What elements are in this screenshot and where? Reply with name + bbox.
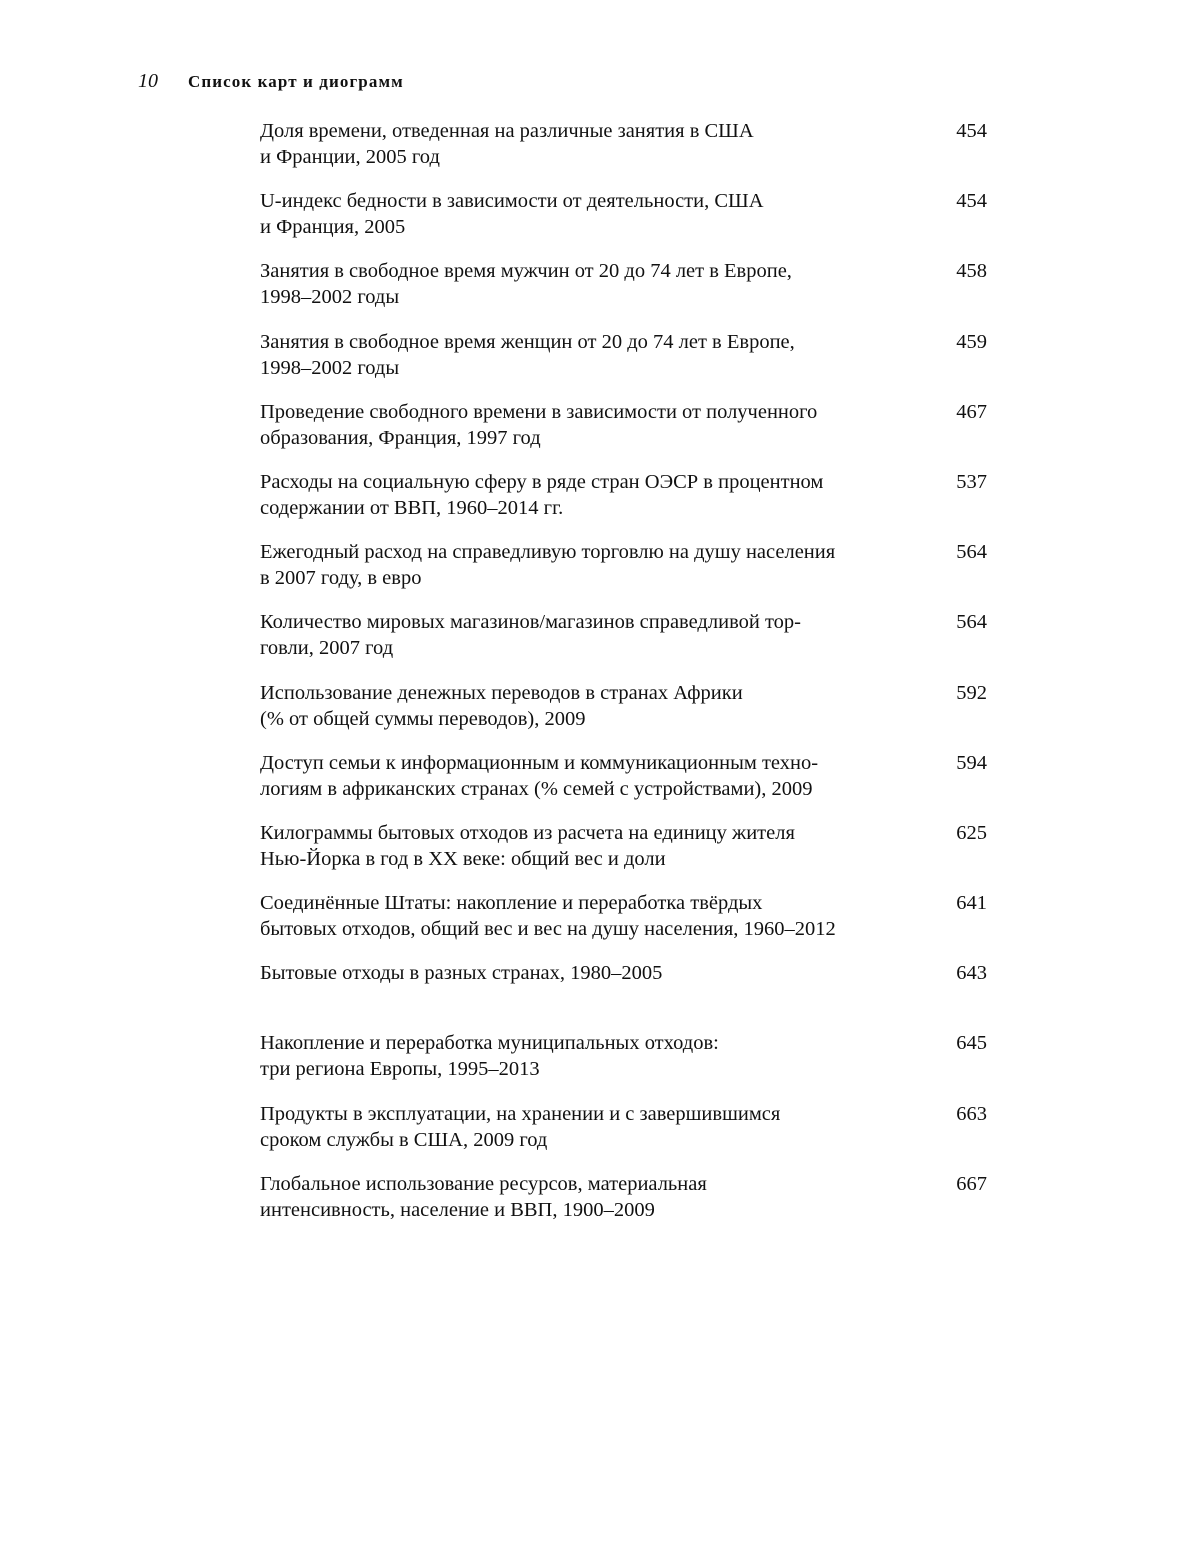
toc-list xyxy=(260,118,987,1241)
toc-entry-page: 458 xyxy=(956,260,987,283)
toc-entry-title: Доля времени, отведенная на различные занятия в США и Франции, 2005 год xyxy=(260,120,754,168)
toc-entry[interactable] xyxy=(260,399,987,469)
toc-entry[interactable] xyxy=(260,539,987,609)
toc-entry-title: Глобальное использование ресурсов, материальная интенсивность, население и ВВП, 1900–2009 xyxy=(260,1172,707,1221)
toc-entry[interactable] xyxy=(260,188,987,258)
toc-entry[interactable] xyxy=(260,329,987,399)
toc-entry-page: 454 xyxy=(956,190,987,213)
toc-entry[interactable] xyxy=(260,118,987,188)
toc-entry-page: 641 xyxy=(956,892,987,915)
toc-entry-title: Соединённые Штаты: накопление и переработка твёрдых бытовых отходов, общий вес и вес на душу населения, 1960–2012 xyxy=(260,892,836,941)
toc-entry[interactable] xyxy=(260,1030,987,1100)
toc-entry-page: 459 xyxy=(956,330,987,353)
toc-entry-page: 645 xyxy=(956,1032,987,1055)
toc-entry[interactable] xyxy=(260,820,987,890)
toc-entry-title: Продукты в эксплуатации, на хранении и с завершившимся сроком службы в США, 2009 год xyxy=(260,1102,781,1151)
toc-entry-page: 592 xyxy=(956,681,987,704)
toc-entry[interactable] xyxy=(260,469,987,539)
toc-entry-title: Использование денежных переводов в странах Африки (% от общей суммы переводов), 2009 xyxy=(260,681,743,730)
toc-entry-title: Доступ семьи к информационным и коммуникационным техно- логиям в африканских странах (% семей с устройствами), 2009 xyxy=(260,751,819,800)
toc-entry[interactable] xyxy=(260,680,987,750)
toc-entry[interactable] xyxy=(260,1171,987,1241)
toc-entry[interactable] xyxy=(260,609,987,679)
toc-entry-title: Количество мировых магазинов/магазинов справедливой тор- говли, 2007 год xyxy=(260,611,801,660)
toc-entry[interactable] xyxy=(260,890,987,960)
toc-entry-title: Расходы на социальную сферу в ряде стран ОЭСР в процентном содержании от ВВП, 1960–2014 гг. xyxy=(260,470,824,519)
toc-entry-title: Килограммы бытовых отходов из расчета на единицу жителя Нью-Йорка в год в XX веке: общий вес и доли xyxy=(260,821,795,870)
toc-entry-page: 564 xyxy=(956,541,987,564)
toc-entry-title: U-индекс бедности в зависимости от деятельности, США и Франция, 2005 xyxy=(260,190,764,239)
toc-entry-title: Бытовые отходы в разных странах, 1980–2005 xyxy=(260,962,663,985)
toc-entry-page: 594 xyxy=(956,751,987,774)
toc-entry-title: Ежегодный расход на справедливую торговлю на душу населения в 2007 году, в евро xyxy=(260,541,836,590)
toc-entry-page: 667 xyxy=(956,1172,987,1195)
toc-entry-page: 663 xyxy=(956,1102,987,1125)
section-title: Список карт и диограмм xyxy=(188,72,404,91)
toc-entry-page: 625 xyxy=(956,821,987,844)
running-header xyxy=(138,70,404,98)
toc-entry-title: Накопление и переработка муниципальных отходов: три региона Европы, 1995–2013 xyxy=(260,1032,719,1081)
toc-entry-page: 564 xyxy=(956,611,987,634)
toc-entry[interactable] xyxy=(260,960,987,1030)
toc-entry-title: Занятия в свободное время мужчин от 20 до 74 лет в Европе, 1998–2002 годы xyxy=(260,260,792,309)
toc-entry[interactable] xyxy=(260,1101,987,1171)
toc-entry-title: Проведение свободного времени в зависимости от полученного образования, Франция, 1997 год xyxy=(260,400,818,449)
toc-entry[interactable] xyxy=(260,750,987,820)
page-number: 10 xyxy=(138,70,158,92)
toc-entry[interactable] xyxy=(260,258,987,328)
toc-entry-title: Занятия в свободное время женщин от 20 до 74 лет в Европе, 1998–2002 годы xyxy=(260,330,795,379)
toc-entry-page: 454 xyxy=(956,120,987,142)
toc-entry-page: 537 xyxy=(956,470,987,493)
toc-entry-page: 643 xyxy=(956,962,987,985)
toc-entry-page: 467 xyxy=(956,400,987,423)
